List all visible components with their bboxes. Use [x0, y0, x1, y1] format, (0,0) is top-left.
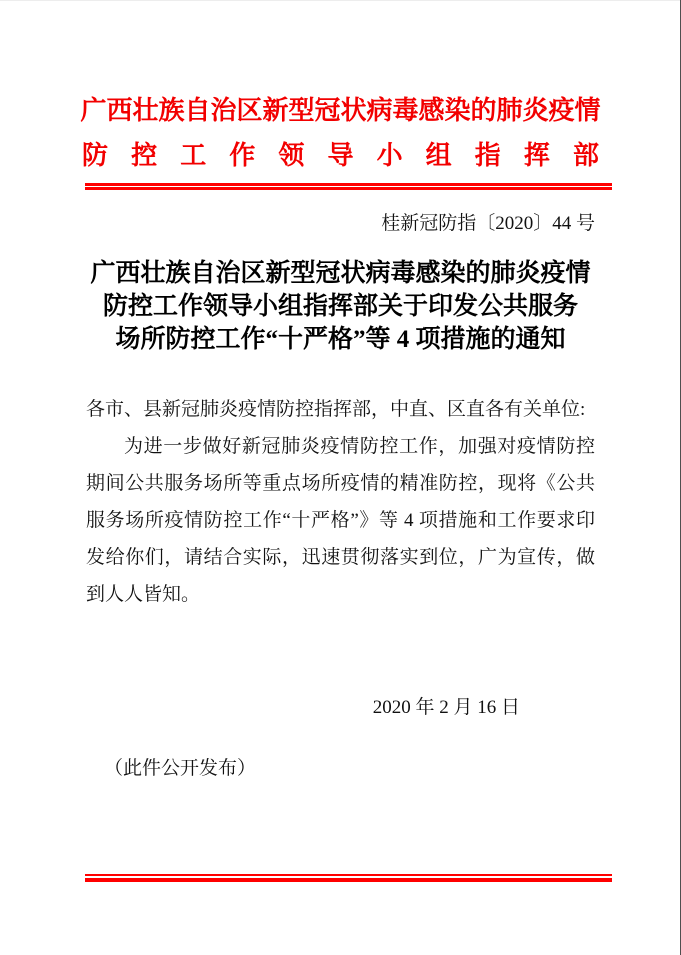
- divider-bar-top: [85, 183, 612, 186]
- footer-bar-thick: [85, 878, 612, 882]
- document-title-line2: 防控工作领导小组指挥部关于印发公共服务: [102, 293, 578, 320]
- document-title-line1: 广西壮族自治区新型冠状病毒感染的肺炎疫情: [90, 260, 591, 287]
- document-body: [86, 391, 595, 613]
- document-number: 桂新冠防指〔2020〕44 号: [381, 213, 595, 234]
- addressee-line: 各市、县新冠肺炎疫情防控指挥部，中直、区直各有关单位:: [86, 399, 586, 420]
- issue-date: 2020 年 2 月 16 日: [372, 697, 520, 718]
- document-title: [0, 257, 681, 356]
- footer-bar-thin: [85, 874, 612, 876]
- letterhead-divider-rule: [85, 183, 612, 190]
- divider-bar-bottom: [85, 187, 612, 190]
- body-paragraph: 为进一步做好新冠肺炎疫情防控工作，加强对疫情防控期间公共服务场所等重点场所疫情的精准防控，现将《公共服务场所疫情防控工作“十严格”》等 4 项措施和工作要求印发给你们，请结合实际，迅速贯彻落实到位，广为宣传，做到人人皆知。: [86, 436, 595, 605]
- document-title-line3: 场所防控工作“十严格”等 4 项措施的通知: [115, 326, 566, 353]
- letterhead-line2: 防 控 工 作 领 导 小 组 指 挥 部: [82, 141, 599, 170]
- letterhead-line1: 广西壮族自治区新型冠状病毒感染的肺炎疫情: [80, 96, 601, 125]
- public-release-note: （此件公开发布）: [104, 758, 257, 779]
- footer-rule: [85, 874, 612, 882]
